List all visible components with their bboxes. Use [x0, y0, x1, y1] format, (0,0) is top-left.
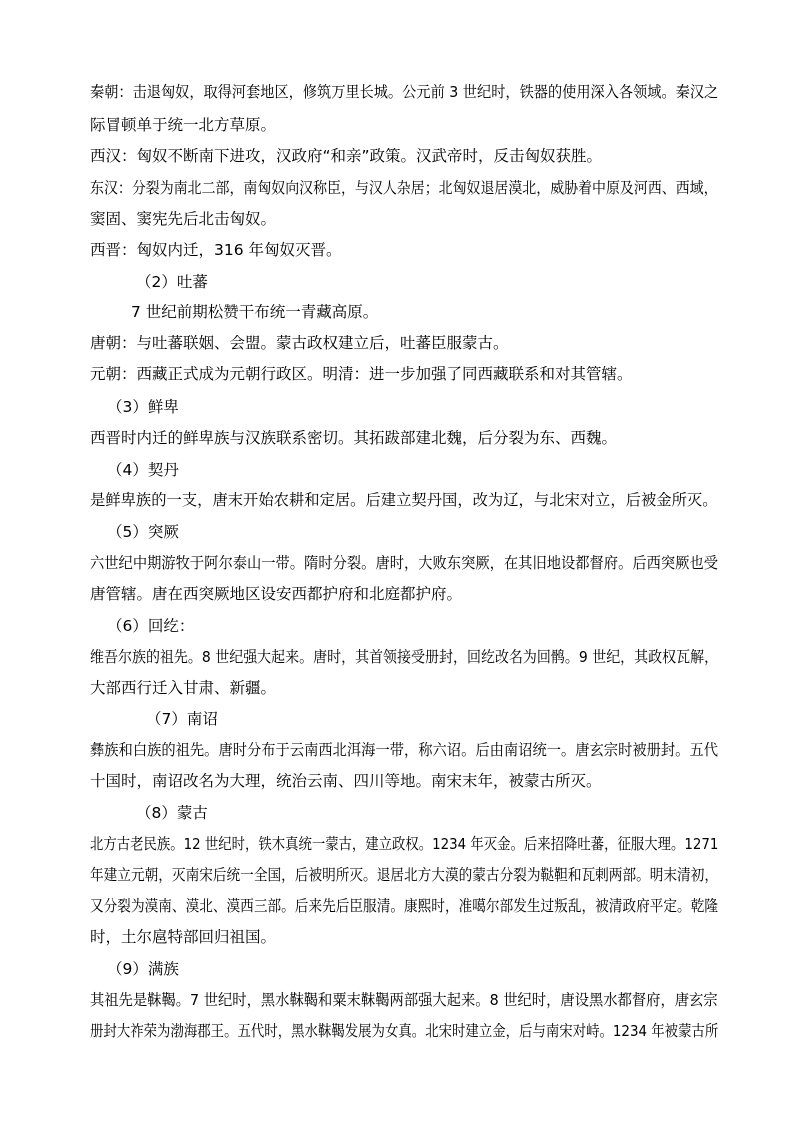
text-line: 大部西行迁入甘肃、新疆。 — [90, 679, 277, 697]
text-line: 元朝：西藏正式成为元朝行政区。明清：进一步加强了同西藏联系和对其管辖。 — [90, 365, 633, 383]
text-line: 秦朝：击退匈奴，取得河套地区，修筑万里长城。公元前 3 世纪时，铁器的使用深入各领域。秦汉之 — [90, 83, 719, 101]
text-line: 其祖先是靺鞨。7 世纪时，黑水靺鞨和粟末靺鞨两部强大起来。8 世纪时，唐设黑水都督府，唐玄宗 — [90, 991, 718, 1009]
text-line: 西汉：匈奴不断南下进攻，汉政府“和亲”政策。汉武帝时，反击匈奴获胜。 — [90, 147, 603, 165]
section-heading: （7）南诏 — [146, 710, 218, 728]
section-heading: （9）满族 — [107, 960, 179, 978]
text-line: 北方古老民族。12 世纪时，铁木真统一蒙古，建立政权。1234 年灭金。后来招降吐蕃，征服大理。1271 — [90, 835, 719, 853]
section-heading: （6）回纥： — [107, 617, 195, 635]
section-heading: （8）蒙古 — [136, 804, 208, 822]
text-line: 十国时，南诏改名为大理，统治云南、四川等地。南宋末年，被蒙古所灭。 — [90, 772, 602, 790]
text-line: 窦固、窦宪先后北击匈奴。 — [90, 210, 277, 228]
text-line: 彝族和白族的祖先。唐时分布于云南西北洱海一带，称六诏。后由南诏统一。唐玄宗时被册封。五代 — [90, 741, 718, 759]
text-line: 7 世纪前期松赞干布统一青藏高原。 — [131, 303, 379, 321]
text-line: 际冒顿单于统一北方草原。 — [90, 116, 277, 134]
text-line: 六世纪中期游牧于阿尔泰山一带。隋时分裂。唐时，大败东突厥，在其旧地设都督府。后西突厥也受 — [90, 554, 718, 572]
text-line: 西晋时内迁的鲜卑族与汉族联系密切。其拓跋部建北魏，后分裂为东、西魏。 — [90, 429, 618, 447]
text-line: 东汉：分裂为南北二部，南匈奴向汉称臣，与汉人杂居；北匈奴退居漠北，威胁着中原及河西、西域， — [90, 179, 718, 197]
text-line: 维吾尔族的祖先。8 世纪强大起来。唐时，其首领接受册封，回纥改名为回鹘。9 世纪，其政权瓦解， — [90, 648, 719, 666]
text-line: 唐管辖。唐在西突厥地区设安西都护府和北庭都护府。 — [90, 585, 463, 603]
text-line: 又分裂为漠南、漠北、漠西三部。后来先后臣服清。康熙时，准噶尔部发生过叛乱，被清政府平定。乾隆 — [90, 897, 719, 915]
text-line: 唐朝：与吐蕃联姻、会盟。蒙古政权建立后，吐蕃臣服蒙古。 — [90, 334, 509, 352]
section-heading: （4）契丹 — [107, 461, 179, 479]
text-line: 时，土尔扈特部回归祖国。 — [90, 928, 277, 946]
text-line: 是鲜卑族的一支，唐末开始农耕和定居。后建立契丹国，改为辽，与北宋对立，后被金所灭。 — [90, 491, 718, 509]
section-heading: （2）吐蕃 — [136, 273, 208, 291]
section-heading: （3）鲜卑 — [107, 398, 179, 416]
text-line: 册封大祚荣为渤海郡王。五代时，黑水靺鞨发展为女真。北宋时建立金，后与南宋对峙。1234 年被蒙古所 — [90, 1022, 719, 1040]
text-line: 年建立元朝，灭南宋后统一全国，后被明所灭。退居北方大漠的蒙古分裂为鞑靼和瓦剌两部。明末清初， — [90, 866, 719, 884]
section-heading: （5）突厥 — [107, 523, 179, 541]
text-line: 西晋：匈奴内迁，316 年匈奴灭晋。 — [90, 241, 342, 259]
